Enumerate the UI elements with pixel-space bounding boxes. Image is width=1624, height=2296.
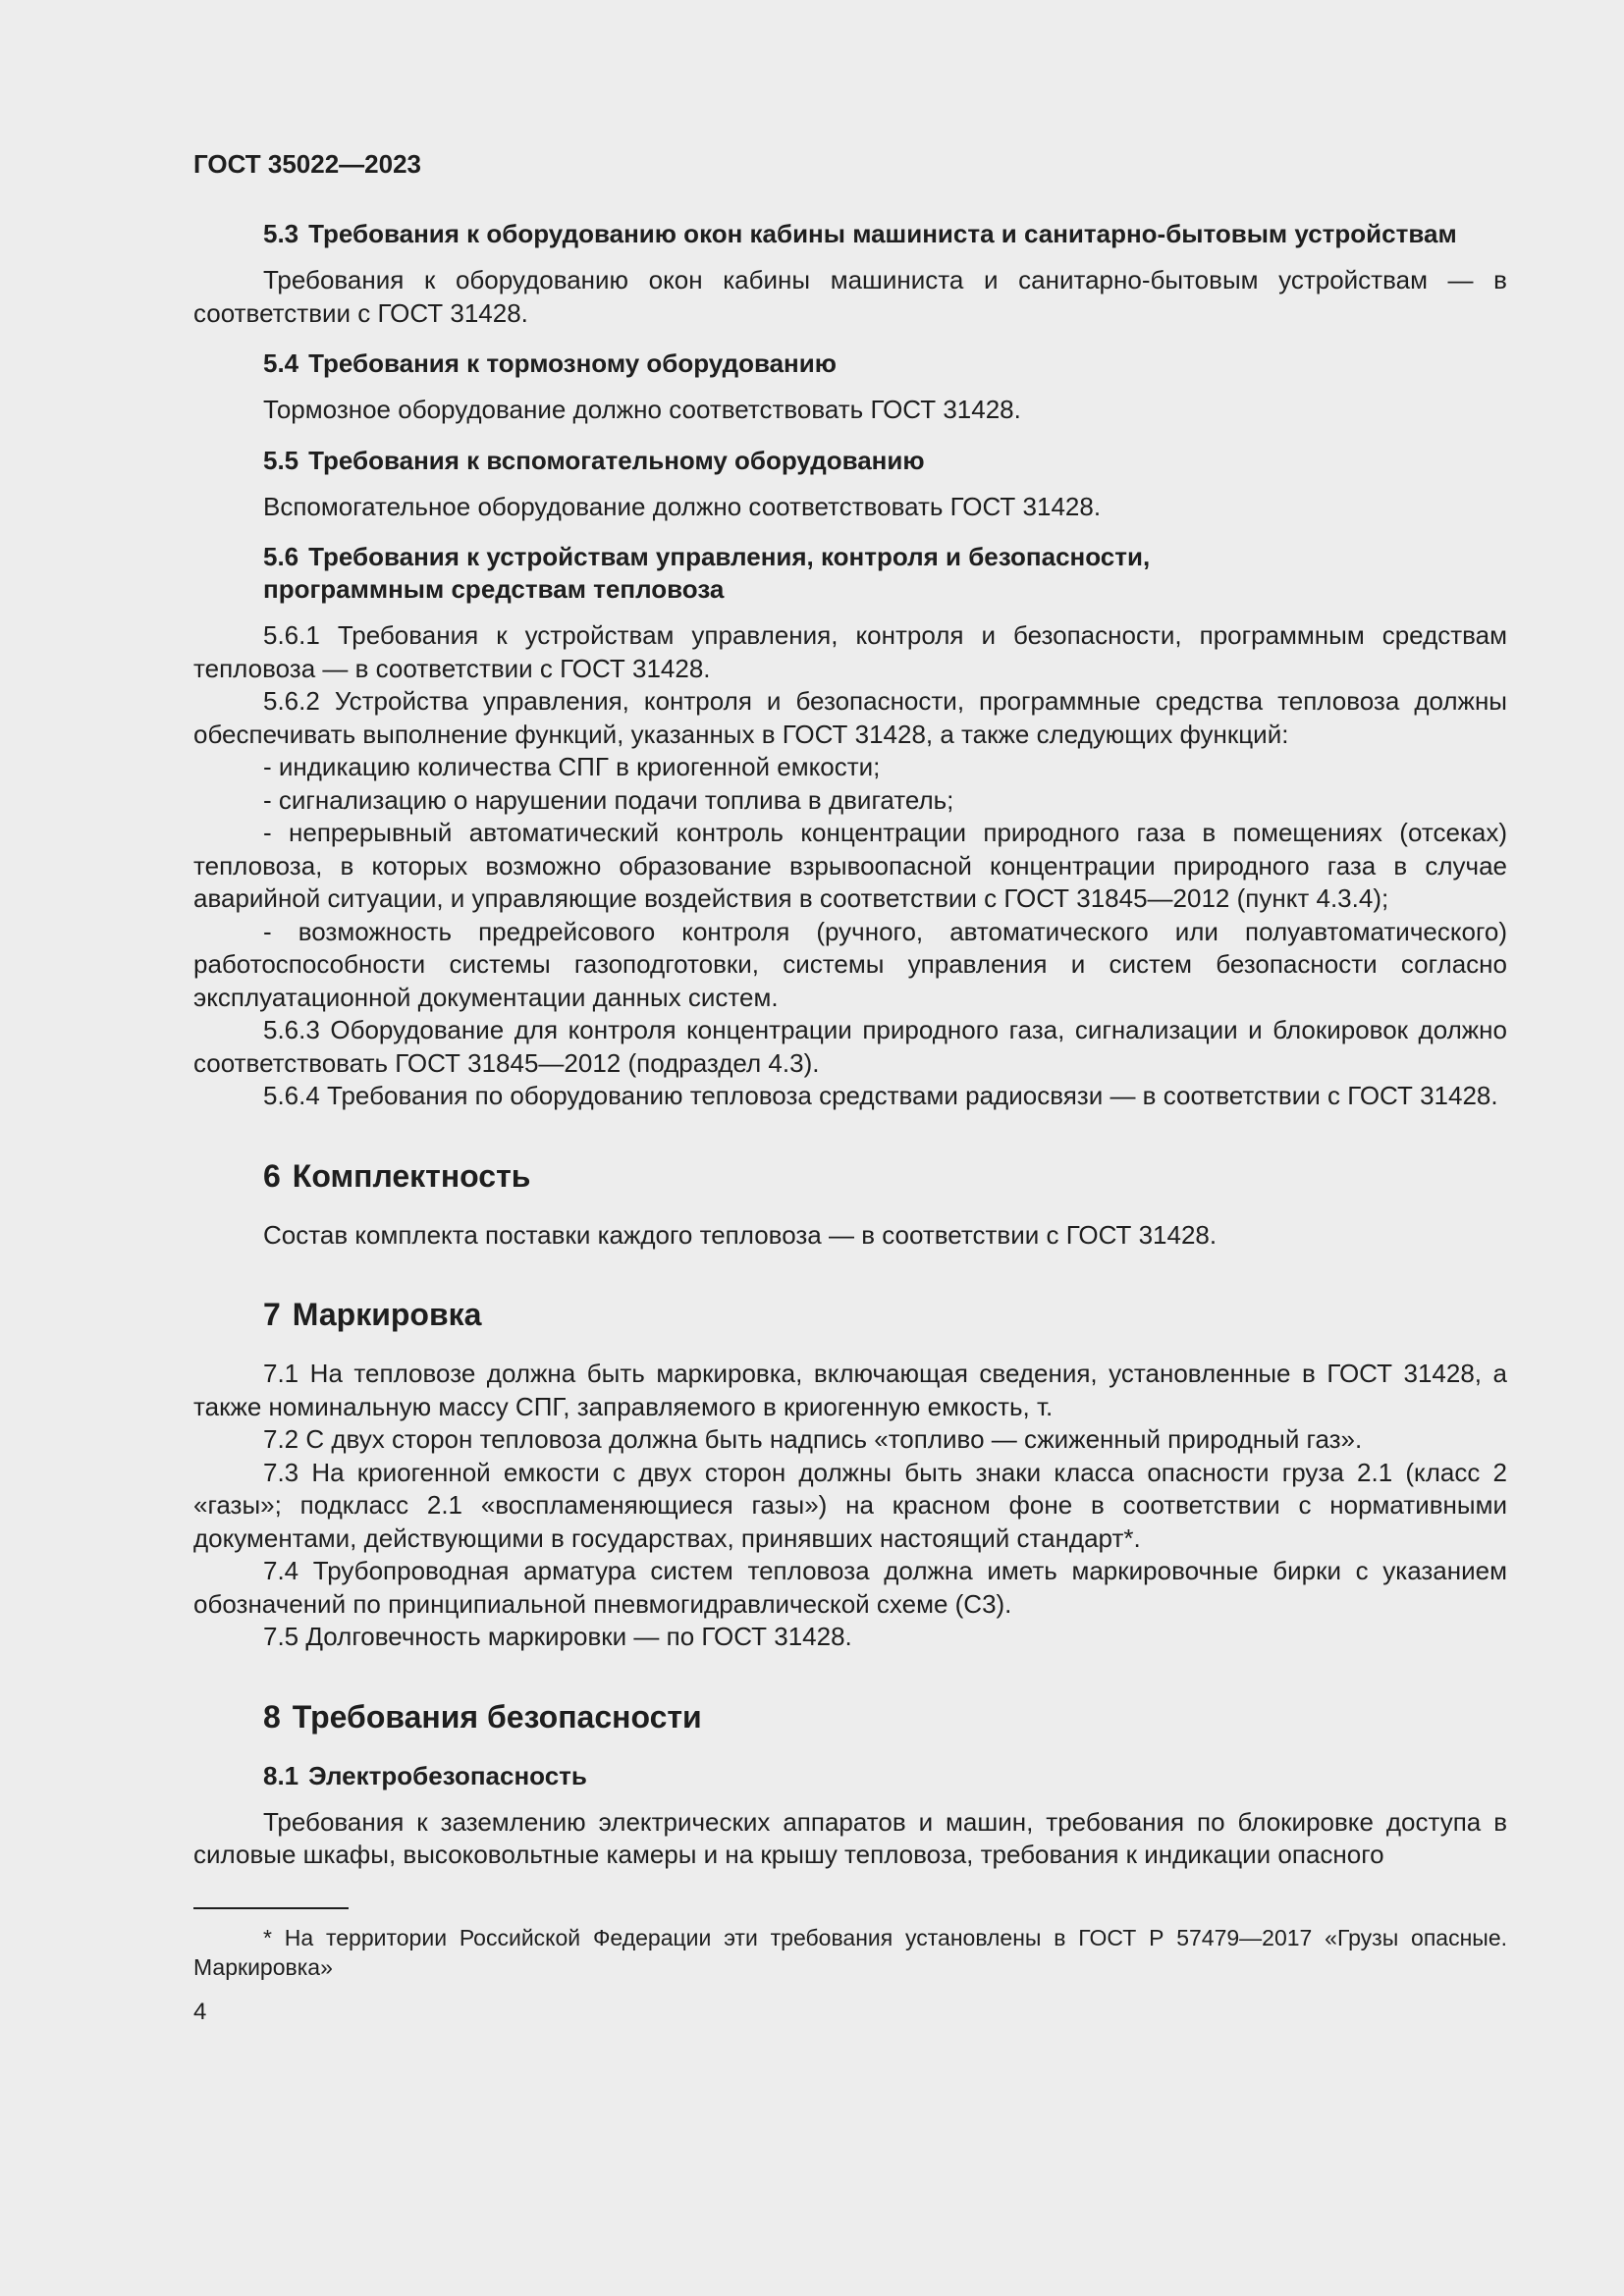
- subsection-heading-5-3: [193, 218, 1507, 250]
- paragraph-7-4: 7.4 Трубопроводная арматура систем тепловоза должна иметь маркировочные бирки с указанием обозначений по принципиальной пневмогидравлической схеме (С3).: [193, 1556, 1507, 1619]
- subsection-number: 5.3: [263, 219, 299, 248]
- section-heading-7: [193, 1295, 1507, 1334]
- subsection-title: Требования к тормозному оборудованию: [308, 348, 837, 378]
- paragraph: Вспомогательное оборудование должно соответствовать ГОСТ 31428.: [263, 491, 1102, 521]
- section-heading-6: [193, 1156, 1507, 1196]
- subsection-number: 8.1: [263, 1760, 299, 1790]
- paragraph: Состав комплекта поставки каждого тепловоза — в соответствии с ГОСТ 31428.: [263, 1219, 1218, 1250]
- list-item: - непрерывный автоматический контроль концентрации природного газа в помещениях (отсеках) тепловоза, в которых возможно образование взрывоопасной концентрации природного газа в случае аварийной ситуации, и управляющие воздействия в соответствии с ГОСТ 31845—2012 (пункт 4.3.4);: [193, 818, 1507, 913]
- paragraph-5-6-2: 5.6.2 Устройства управления, контроля и безопасности, программные средства тепловоза должны обеспечивать выполнение функций, указанных в ГОСТ 31428, а также следующих функций:: [193, 686, 1507, 749]
- list-item: - сигнализацию о нарушении подачи топлива в двигатель;: [263, 784, 954, 815]
- page-number: 4: [193, 1998, 207, 2025]
- footnote-divider: [193, 1907, 349, 1909]
- subsection-number: 5.5: [263, 445, 299, 475]
- list-item: - индикацию количества СПГ в криогенной емкости;: [263, 752, 881, 781]
- paragraph-5-6-1: 5.6.1 Требования к устройствам управления, контроля и безопасности, программным средствам тепловоза — в соответствии с ГОСТ 31428.: [193, 620, 1507, 683]
- subsection-heading-5-6: [193, 541, 1507, 606]
- section-title: Требования безопасности: [292, 1698, 702, 1735]
- document-page: [193, 147, 1507, 2027]
- footnote: * На территории Российской Федерации эти требования установлены в ГОСТ Р 57479—2017 «Грузы опасные. Маркировка»: [193, 1924, 1507, 1980]
- section-title: Комплектность: [292, 1157, 531, 1194]
- paragraph: Тормозное оборудование должно соответствовать ГОСТ 31428.: [263, 395, 1021, 424]
- section-heading-8: [193, 1697, 1507, 1736]
- subsection-number: 5.4: [263, 348, 299, 378]
- paragraph: Требования к заземлению электрических аппаратов и машин, требования по блокировке доступа в силовые шкафы, высоковольтные камеры и на крышу тепловоза, требования к индикации опасного: [193, 1806, 1507, 1869]
- subsection-number: 5.6: [263, 542, 299, 571]
- subsection-title: Требования к оборудованию окон кабины машиниста и санитарно-бытовым устройствам: [308, 219, 1457, 248]
- paragraph-7-3: 7.3 На криогенной емкости с двух сторон должны быть знаки класса опасности груза 2.1 (класс 2 «газы»; подкласс 2.1 «воспламеняющиеся газы») на красном фоне в соответствии с нормативными документами, действующими в государствах, принявших настоящий стандарт*.: [193, 1457, 1507, 1553]
- subsection-heading-8-1: [193, 1760, 1507, 1792]
- subsection-title: Электробезопасность: [308, 1760, 587, 1790]
- section-number: 7: [263, 1297, 281, 1332]
- subsection-title: Требования к устройствам управления, контроля и безопасности, программным средствам тепловоза: [263, 542, 1151, 604]
- document-code: ГОСТ 35022—2023: [193, 149, 421, 179]
- subsection-heading-5-5: [193, 445, 1507, 477]
- subsection-heading-5-4: [193, 347, 1507, 380]
- paragraph-7-5: 7.5 Долговечность маркировки — по ГОСТ 31428.: [263, 1622, 852, 1651]
- paragraph: Требования к оборудованию окон кабины машиниста и санитарно-бытовым устройствам — в соответствии с ГОСТ 31428.: [193, 265, 1507, 328]
- paragraph-7-2: 7.2 С двух сторон тепловоза должна быть надпись «топливо — сжиженный природный газ».: [263, 1424, 1363, 1454]
- paragraph-5-6-3: 5.6.3 Оборудование для контроля концентрации природного газа, сигнализации и блокировок должно соответствовать ГОСТ 31845—2012 (подраздел 4.3).: [193, 1015, 1507, 1078]
- section-number: 6: [263, 1157, 281, 1194]
- list-item: - возможность предрейсового контроля (ручного, автоматического или полуавтоматического) работоспособности системы газоподготовки, системы управления и систем безопасности согласно эксплуатационной документации данных систем.: [193, 916, 1507, 1012]
- section-number: 8: [263, 1698, 281, 1735]
- section-title: Маркировка: [292, 1297, 482, 1332]
- paragraph-5-6-4: 5.6.4 Требования по оборудованию тепловоза средствами радиосвязи — в соответствии с ГОСТ 31428.: [263, 1081, 1498, 1110]
- paragraph-7-1: 7.1 На тепловозе должна быть маркировка, включающая сведения, установленные в ГОСТ 31428, а также номинальную массу СПГ, заправляемого в криогенную емкость, т.: [193, 1359, 1507, 1421]
- subsection-title: Требования к вспомогательному оборудованию: [308, 445, 925, 475]
